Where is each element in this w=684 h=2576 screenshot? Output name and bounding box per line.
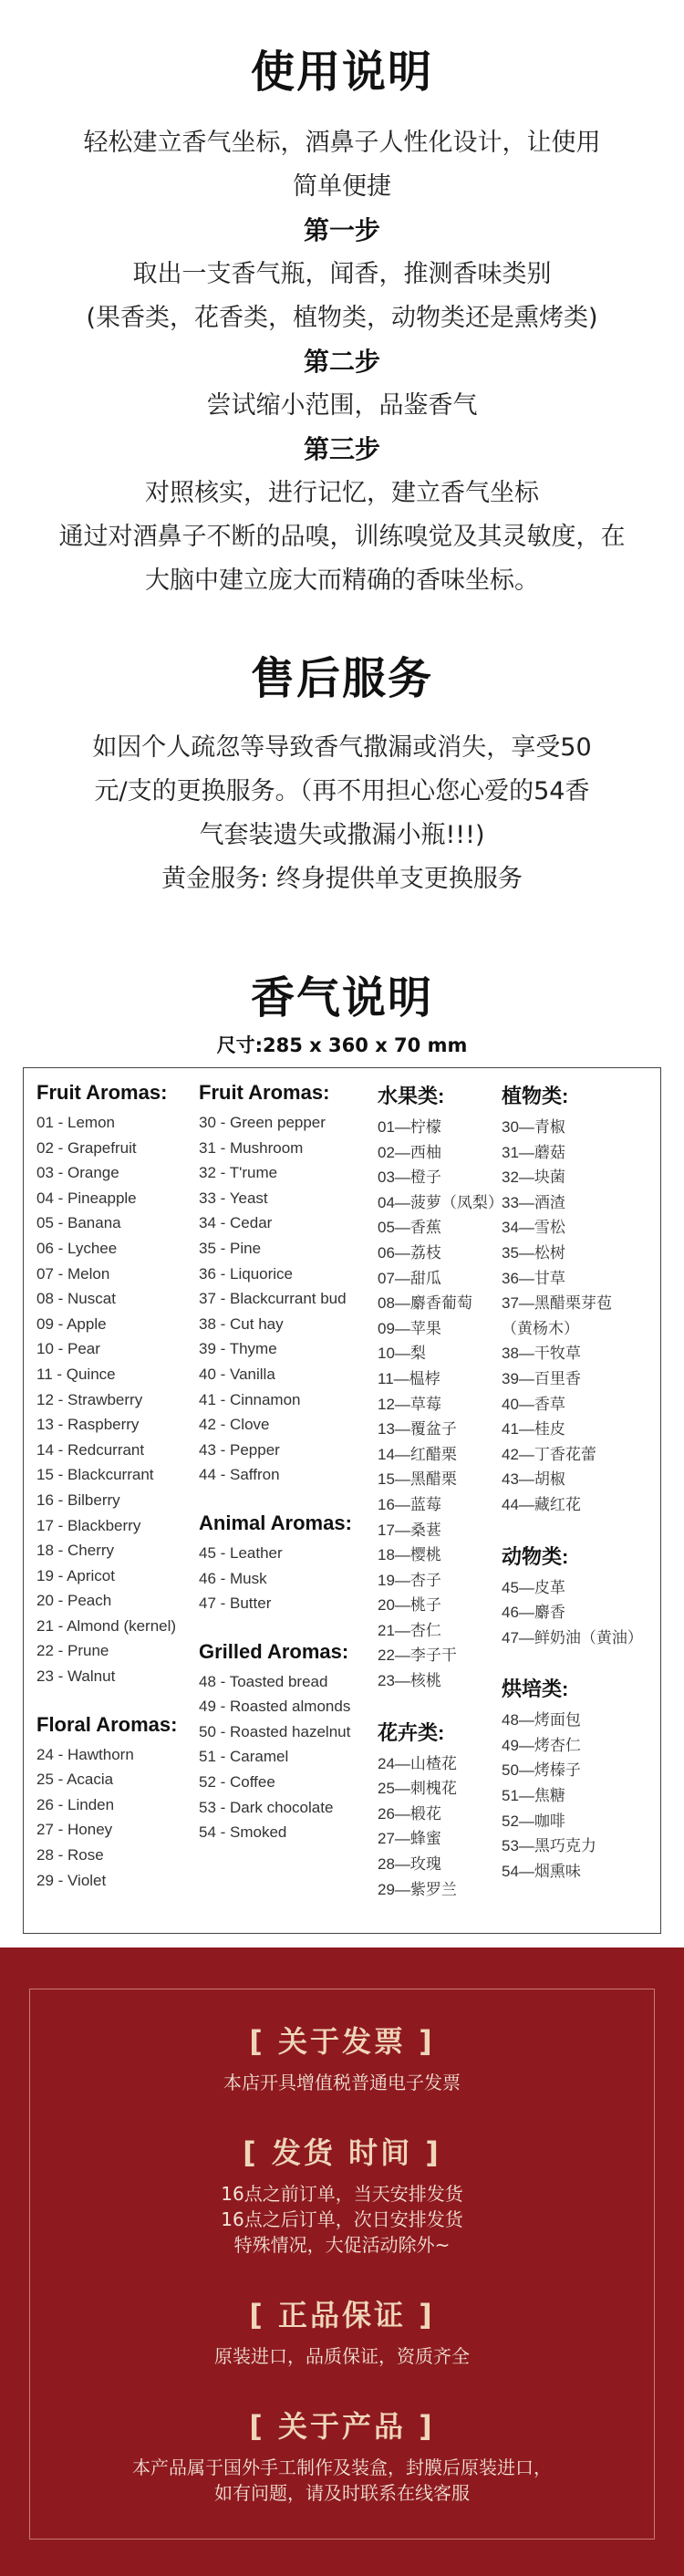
aroma-item: 20—桃子 [378,1596,441,1615]
aroma-item: 34 - Cedar [199,1214,273,1232]
aroma-item: 05—香蕉 [378,1219,441,1237]
step-1-text: (果香类，花香类，植物类，动物类还是熏烤类) [86,304,598,332]
product-heading: [ 关于产品 ] [249,2409,435,2444]
invoice-heading: [ 关于发票 ] [249,2024,435,2059]
aroma-item: 29—紫罗兰 [378,1880,457,1898]
aroma-item: 45—皮革 [502,1578,565,1596]
aroma-item: 39 - Thyme [199,1340,277,1358]
aroma-item: 16—蓝莓 [378,1495,441,1513]
aroma-item: 02—西柚 [378,1143,441,1161]
group-title: Grilled Aromas: [199,1639,349,1663]
aroma-item: 10 - Pear [36,1340,100,1358]
aroma-item: 30 - Green pepper [199,1114,326,1131]
invoice-block [30,2019,654,2095]
aftersale-gold-service: 黄金服务: 终身提供单支更换服务 [161,865,523,893]
info-section [0,1948,684,2576]
step-2-text: 尝试缩小范围，品鉴香气 [206,391,478,420]
aroma-item: 19—杏子 [378,1571,441,1589]
aroma-item: 31 - Mushroom [199,1138,304,1157]
aroma-item: 26 - Linden [36,1795,115,1813]
aroma-item: 34—雪松 [502,1219,565,1237]
aroma-item: 38 - Cut hay [199,1314,284,1333]
usage-intro: 简单便捷 [293,172,391,201]
aroma-item: 06—荔枝 [378,1243,441,1262]
genuine-text: 原装进口，品质保证，资质齐全 [214,2345,470,2367]
aroma-item: 43—胡椒 [502,1470,565,1489]
aroma-item: 14 - Redcurrant [36,1440,145,1459]
aroma-table [23,1067,661,1934]
aroma-item: 16 - Bilberry [36,1491,120,1509]
aroma-item: 06 - Lychee [36,1239,118,1257]
step-3-text: 对照核实，进行记忆，建立香气坐标 [145,479,539,507]
aroma-item: 18—樱桃 [378,1546,441,1564]
group-title: 花卉类: [378,1720,445,1744]
usage-section [0,0,684,643]
aroma-item: 54 - Smoked [199,1823,287,1842]
aroma-item: 43 - Pepper [199,1440,280,1459]
shipping-text: 16点之前订单，当天安排发货 [221,2183,463,2205]
shipping-heading: [ 发货 时间 ] [243,2135,441,2170]
aroma-item: 13—覆盆子 [378,1420,457,1439]
aroma-item: 20 - Peach [36,1592,112,1610]
aroma-item: 29 - Violet [36,1871,107,1889]
aftersale-text: 如因个人疏忽等导致香气撒漏或消失，享受50 [92,733,592,762]
aroma-item: 41 - Cinnamon [199,1390,301,1408]
aroma-item: 22—李子干 [378,1646,457,1665]
group-title: 动物类: [502,1544,569,1568]
aroma-item: 49 - Roasted almonds [199,1698,351,1716]
aroma-item: 36—甘草 [502,1269,565,1287]
aroma-item: 11—榅桲 [378,1369,440,1387]
genuine-block [30,2292,654,2369]
aroma-item: 46 - Musk [199,1569,267,1587]
group-title: 植物类: [502,1085,569,1107]
aroma-item: 03—橙子 [378,1169,441,1187]
aroma-item: 22 - Prune [36,1642,109,1660]
aroma-item: 27 - Honey [36,1821,113,1839]
shipping-text: 特殊情况，大促活动除外~ [233,2234,451,2256]
step-1-text: 取出一支香气瓶，闻香，推测香味类别 [132,260,552,288]
aroma-item: 35—松树 [502,1243,565,1262]
aroma-item: 28—玫瑰 [378,1855,441,1874]
aroma-item: 48—烤面包 [502,1711,581,1729]
aroma-item: 01 - Lemon [36,1114,115,1131]
aroma-item: 51 - Caramel [199,1748,289,1766]
invoice-text: 本店开具增值税普通电子发票 [223,2072,461,2093]
group-title: Fruit Aromas: [199,1081,330,1104]
aroma-item: 50—烤榛子 [502,1761,581,1780]
aroma-item: 17—桑葚 [378,1521,441,1539]
aroma-item: 40 - Vanilla [199,1365,275,1383]
aroma-item: 01—柠檬 [378,1118,441,1136]
aroma-item: 02 - Grapefruit [36,1138,137,1157]
step-3-title: 第三步 [303,434,380,464]
aroma-item: 19 - Apricot [36,1566,115,1584]
aroma-item: 15—黑醋栗 [378,1470,457,1489]
aroma-item: 37 - Blackcurrant bud [199,1290,347,1308]
aroma-item: 08—麝香葡萄 [378,1294,472,1313]
aroma-column-2 [199,1081,378,1933]
step-2-title: 第二步 [303,347,380,377]
product-text: 本产品属于国外手工制作及装盒，封膜后原装进口， [132,2457,552,2478]
aroma-item: 07—甜瓜 [378,1269,441,1287]
step-3-text: 通过对酒鼻子不断的品嗅，训练嗅觉及其灵敏度，在 [58,523,626,551]
aroma-item: 12—草莓 [378,1395,441,1413]
aroma-item: 51—焦糖 [502,1787,565,1805]
group-title: 烘培类: [502,1678,569,1701]
aroma-item: 32 - T'rume [199,1164,278,1182]
aroma-item: 03 - Orange [36,1164,119,1182]
aroma-item: 21—杏仁 [378,1621,441,1639]
aroma-item: 42—丁香花蕾 [502,1445,596,1463]
aroma-item: 27—蜂蜜 [378,1830,441,1848]
aroma-item: 25—刺槐花 [378,1780,457,1798]
group-title: Fruit Aromas: [36,1081,168,1104]
aroma-item: 24 - Hawthorn [36,1745,134,1763]
aroma-item: 13 - Raspberry [36,1416,140,1434]
step-1-title: 第一步 [303,215,380,245]
group-title: Animal Aromas: [199,1511,352,1534]
aroma-item: 36 - Liquorice [199,1264,294,1283]
product-block [30,2404,654,2506]
aroma-item: 44 - Saffron [199,1466,280,1484]
genuine-heading: [ 正品保证 ] [249,2298,435,2332]
aroma-item: 23 - Walnut [36,1667,116,1686]
aroma-item: 47—鲜奶油（黄油） [502,1628,643,1646]
product-text: 如有问题，请及时联系在线客服 [214,2482,470,2504]
aroma-item: 44—藏红花 [502,1495,581,1513]
aroma-item: 31—蘑菇 [502,1143,565,1161]
aftersale-section [0,643,684,962]
aroma-item: （黄杨木） [502,1319,579,1337]
aroma-item: 08 - Nuscat [36,1290,116,1308]
aftersale-text: 元/支的更换服务。（再不用担心您心爱的54香 [94,777,590,805]
aroma-item: 24—山楂花 [378,1754,457,1772]
aroma-item: 52 - Coffee [199,1773,275,1792]
info-frame [29,1989,655,2540]
aroma-item: 21 - Almond (kernel) [36,1616,177,1635]
aroma-item: 48 - Toasted bread [199,1672,328,1690]
shipping-block [30,2130,654,2258]
aroma-section [0,962,684,1948]
aroma-item: 09—苹果 [378,1319,441,1337]
aroma-item: 23—核桃 [378,1672,441,1690]
aftersale-text: 气套装遗失或撒漏小瓶!!!) [199,821,485,849]
aroma-item: 52—咖啡 [502,1812,565,1830]
aroma-item: 35 - Pine [199,1239,262,1257]
usage-intro: 轻松建立香气坐标，酒鼻子人性化设计，让使用 [83,129,601,157]
aroma-item: 33 - Yeast [199,1189,268,1207]
aroma-item: 05 - Banana [36,1214,121,1232]
aroma-column-4 [502,1081,662,1933]
aroma-item: 11 - Quince [36,1365,116,1383]
aroma-item: 54—烟熏味 [502,1862,581,1880]
shipping-text: 16点之后订单，次日安排发货 [221,2208,463,2230]
aroma-item: 53—黑巧克力 [502,1837,596,1855]
aroma-item: 07 - Melon [36,1264,110,1283]
aroma-item: 04—菠萝（凤梨） [378,1193,503,1211]
aroma-item: 45 - Leather [199,1543,283,1562]
aroma-item: 47 - Butter [199,1594,272,1613]
aroma-item: 28 - Rose [36,1846,104,1864]
group-title: 水果类: [378,1085,445,1107]
aroma-item: 18 - Cherry [36,1542,115,1560]
aroma-item: 42 - Clove [199,1416,270,1434]
aroma-column-1 [36,1081,199,1933]
aroma-item: 32—块菌 [502,1169,565,1187]
usage-title: 使用说明 [250,47,433,98]
aroma-item: 53 - Dark chocolate [199,1798,334,1816]
aroma-item: 10—梨 [378,1345,426,1363]
step-3-text: 大脑中建立庞大而精确的香味坐标。 [145,566,539,595]
aroma-item: 49—烤杏仁 [502,1736,581,1754]
group-title: Floral Aromas: [36,1712,178,1736]
aroma-item: 12 - Strawberry [36,1390,143,1408]
aroma-column-3 [378,1081,502,1933]
aroma-item: 17 - Blackberry [36,1516,141,1534]
aftersale-title: 售后服务 [250,653,433,704]
aroma-item: 14—红醋栗 [378,1445,457,1463]
aroma-item: 46—麝香 [502,1604,565,1622]
aroma-title: 香气说明 [250,972,433,1023]
aroma-item: 25 - Acacia [36,1771,114,1789]
aroma-item: 40—香草 [502,1395,565,1413]
aroma-item: 33—酒渣 [502,1193,565,1211]
aroma-item: 30—青椒 [502,1118,565,1136]
aroma-item: 50 - Roasted hazelnut [199,1722,351,1740]
size-label: 尺寸:285 x 360 x 70 mm [216,1034,468,1056]
aroma-item: 15 - Blackcurrant [36,1466,154,1484]
aroma-item: 37—黑醋栗芽苞 [502,1294,612,1313]
aroma-item: 09 - Apple [36,1314,107,1333]
aroma-item: 39—百里香 [502,1369,581,1387]
aroma-item: 38—干牧草 [502,1345,581,1363]
aroma-item: 04 - Pineapple [36,1189,137,1207]
aroma-item: 26—椴花 [378,1804,441,1823]
aroma-item: 41—桂皮 [502,1420,565,1439]
